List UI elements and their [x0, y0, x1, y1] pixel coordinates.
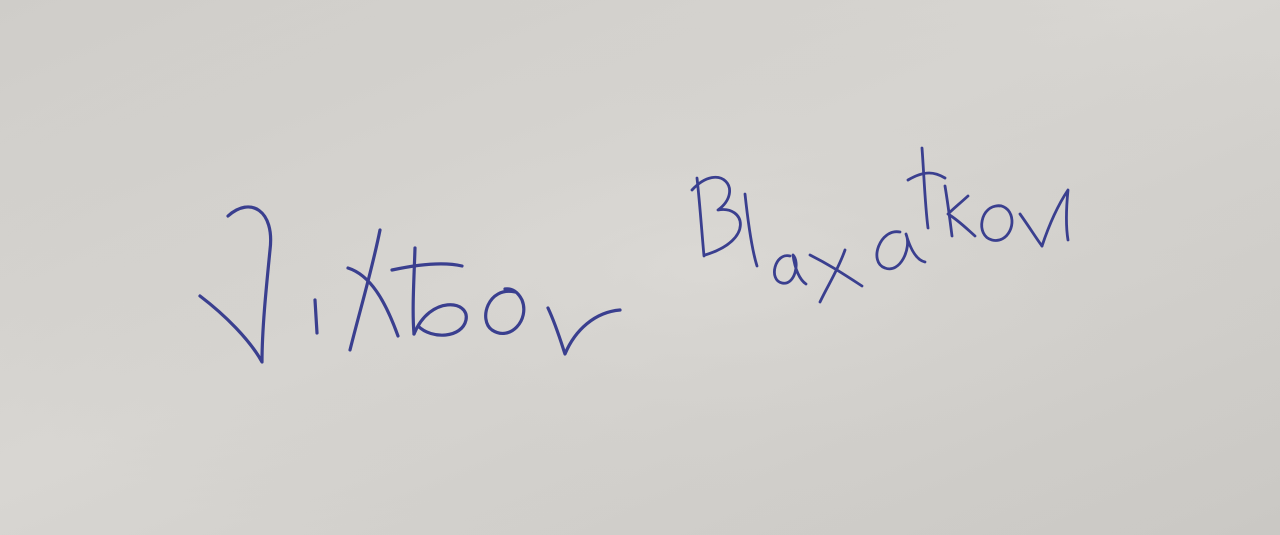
stroke-t1 — [413, 248, 415, 334]
stroke-x2 — [820, 250, 845, 302]
stroke-b1 — [697, 178, 704, 256]
stroke-v1 — [1020, 214, 1042, 246]
stroke-o3 — [982, 206, 1012, 241]
stroke-o2 — [486, 289, 524, 334]
stroke-t2 — [392, 264, 462, 270]
stroke-o1 — [414, 305, 466, 335]
stroke-r — [548, 308, 620, 354]
stroke-t4 — [908, 173, 945, 180]
stroke-v2 — [1042, 190, 1068, 246]
word-blaxatkov — [692, 148, 1068, 302]
word-viktor — [200, 207, 620, 362]
stroke-a2 — [877, 232, 925, 269]
stroke-l — [745, 194, 757, 266]
stroke-a1 — [774, 255, 806, 284]
stroke-i — [315, 300, 317, 333]
stroke-j — [200, 207, 271, 362]
stroke-t3 — [922, 148, 928, 228]
